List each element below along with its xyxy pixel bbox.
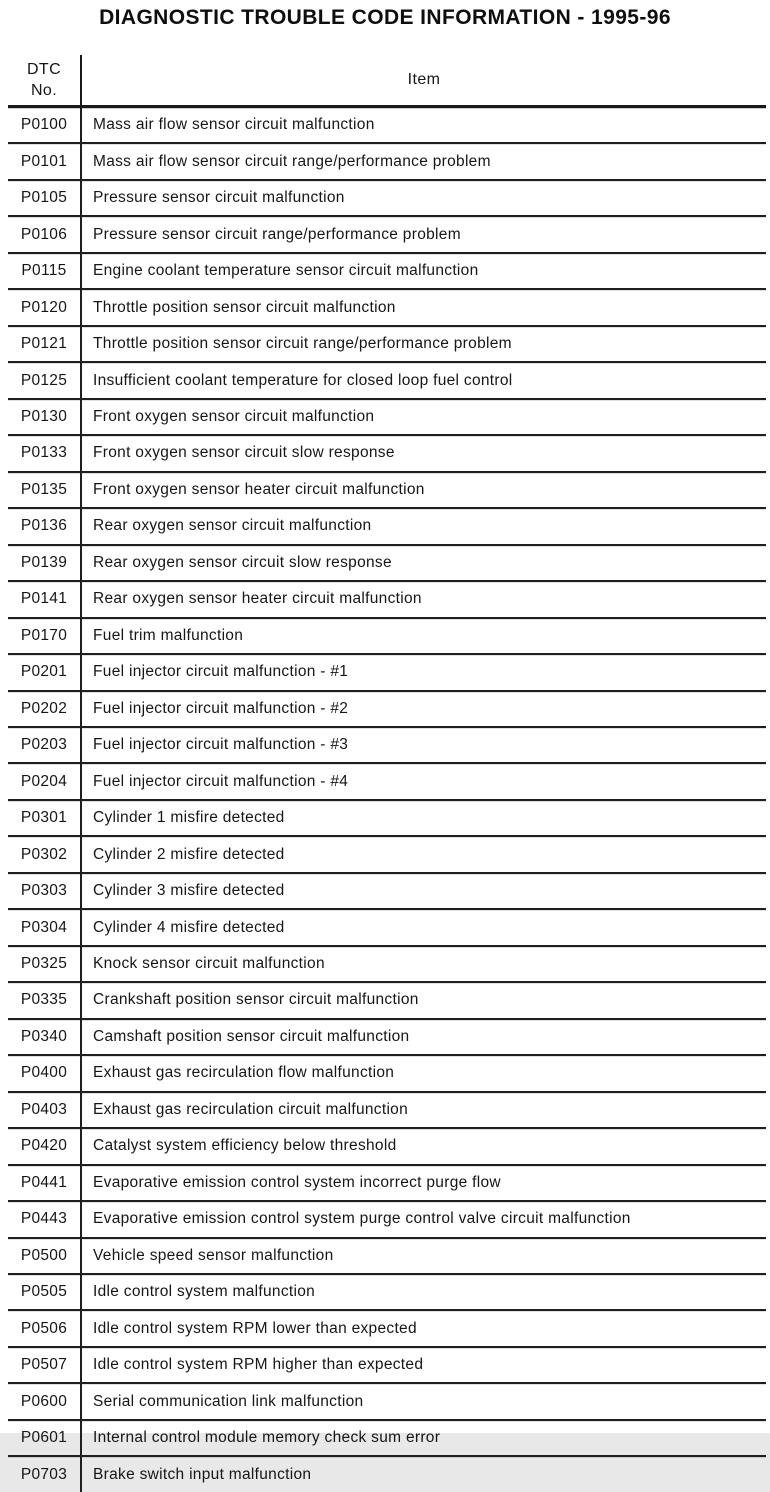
item-description-cell: Crankshaft position sensor circuit malfunction (93, 991, 419, 1009)
item-column-header: Item (407, 71, 441, 88)
dtc-code-cell: P0304 (8, 910, 82, 944)
item-description-cell: Camshaft position sensor circuit malfunction (93, 1027, 410, 1045)
dtc-code-cell: P0120 (8, 290, 82, 324)
table-row (8, 108, 766, 144)
table-row (8, 582, 766, 618)
item-description-cell: Front oxygen sensor heater circuit malfunction (93, 480, 425, 498)
dtc-header-line2: No. (30, 82, 58, 99)
dtc-no-column-header (8, 55, 82, 105)
item-description-cell: Fuel injector circuit malfunction - #4 (93, 772, 349, 790)
item-description-cell: Cylinder 3 misfire detected (93, 882, 285, 900)
table-row (8, 1129, 766, 1165)
dtc-code-cell: P0125 (8, 363, 82, 397)
table-row (8, 947, 766, 983)
dtc-code-cell: P0303 (8, 874, 82, 908)
table-row (8, 1056, 766, 1092)
item-description-cell: Idle control system malfunction (93, 1283, 316, 1301)
item-description-cell: Rear oxygen sensor heater circuit malfunction (93, 590, 422, 608)
dtc-code-cell: P0325 (8, 947, 82, 981)
item-description-cell: Vehicle speed sensor malfunction (93, 1246, 334, 1264)
dtc-code-cell: P0201 (8, 655, 82, 689)
table-row (8, 181, 766, 217)
dtc-code-cell: P0115 (8, 254, 82, 288)
item-description-cell: Fuel injector circuit malfunction - #3 (93, 736, 349, 754)
table-row (8, 1239, 766, 1275)
dtc-code-cell: P0505 (8, 1275, 82, 1309)
dtc-code-cell: P0443 (8, 1202, 82, 1236)
item-description-cell: Fuel injector circuit malfunction - #2 (93, 699, 349, 717)
dtc-code-cell: P0100 (8, 108, 82, 142)
table-row (8, 983, 766, 1019)
item-description-cell: Pressure sensor circuit range/performance problem (93, 225, 461, 243)
dtc-code-cell: P0601 (8, 1421, 82, 1455)
item-description-cell: Insufficient coolant temperature for closed loop fuel control (93, 371, 513, 389)
table-row (8, 764, 766, 800)
table-row (8, 1348, 766, 1384)
table-row (8, 290, 766, 326)
item-description-cell: Idle control system RPM lower than expected (93, 1319, 417, 1337)
item-description-cell: Cylinder 4 misfire detected (93, 918, 285, 936)
table-row (8, 692, 766, 728)
table-row (8, 1202, 766, 1238)
table-row (8, 1421, 766, 1457)
dtc-code-cell: P0121 (8, 327, 82, 361)
item-description-cell: Mass air flow sensor circuit range/performance problem (93, 152, 491, 170)
item-description-cell: Engine coolant temperature sensor circuit malfunction (93, 262, 479, 280)
dtc-code-cell: P0133 (8, 436, 82, 470)
item-description-cell: Front oxygen sensor circuit slow response (93, 444, 395, 462)
dtc-code-cell: P0139 (8, 546, 82, 580)
item-description-cell: Mass air flow sensor circuit malfunction (93, 116, 375, 134)
item-description-cell: Pressure sensor circuit malfunction (93, 189, 345, 207)
dtc-code-cell: P0507 (8, 1348, 82, 1382)
dtc-code-cell: P0600 (8, 1384, 82, 1418)
dtc-code-cell: P0130 (8, 400, 82, 434)
item-description-cell: Exhaust gas recirculation circuit malfunction (93, 1100, 409, 1118)
table-row (8, 619, 766, 655)
dtc-code-cell: P0703 (8, 1457, 82, 1491)
dtc-code-cell: P0403 (8, 1093, 82, 1127)
dtc-code-cell: P0302 (8, 837, 82, 871)
item-description-cell: Serial communication link malfunction (93, 1392, 364, 1410)
table-row (8, 1020, 766, 1056)
table-row (8, 1093, 766, 1129)
table-row (8, 254, 766, 290)
dtc-code-cell: P0506 (8, 1311, 82, 1345)
table-row (8, 144, 766, 180)
item-description-cell: Rear oxygen sensor circuit malfunction (93, 517, 372, 535)
table-row (8, 1275, 766, 1311)
table-row (8, 400, 766, 436)
table-row (8, 1166, 766, 1202)
dtc-code-cell: P0500 (8, 1239, 82, 1273)
dtc-code-cell: P0335 (8, 983, 82, 1017)
item-description-cell: Evaporative emission control system incorrect purge flow (93, 1173, 501, 1191)
dtc-code-cell: P0105 (8, 181, 82, 215)
item-description-cell: Exhaust gas recirculation flow malfunction (93, 1064, 395, 1082)
dtc-code-cell: P0141 (8, 582, 82, 616)
item-description-cell: Brake switch input malfunction (93, 1465, 312, 1483)
dtc-code-cell: P0420 (8, 1129, 82, 1163)
dtc-code-cell: P0135 (8, 473, 82, 507)
item-description-cell: Knock sensor circuit malfunction (93, 955, 325, 973)
table-header-row (8, 55, 766, 108)
dtc-code-cell: P0101 (8, 144, 82, 178)
item-description-cell: Evaporative emission control system purge control valve circuit malfunction (93, 1210, 631, 1228)
table-row (8, 874, 766, 910)
table-row (8, 1311, 766, 1347)
item-description-cell: Rear oxygen sensor circuit slow response (93, 553, 392, 571)
table-row (8, 1384, 766, 1420)
table-row (8, 546, 766, 582)
dtc-code-cell: P0340 (8, 1020, 82, 1054)
dtc-code-cell: P0106 (8, 217, 82, 251)
item-description-cell: Idle control system RPM higher than expected (93, 1356, 424, 1374)
dtc-code-cell: P0136 (8, 509, 82, 543)
table-row (8, 217, 766, 253)
dtc-code-cell: P0202 (8, 692, 82, 726)
dtc-code-cell: P0441 (8, 1166, 82, 1200)
item-description-cell: Throttle position sensor circuit range/performance problem (93, 335, 512, 353)
table-row (8, 655, 766, 691)
table-row (8, 327, 766, 363)
dtc-header-line1: DTC (26, 61, 62, 78)
table-row (8, 363, 766, 399)
item-description-cell: Fuel injector circuit malfunction - #1 (93, 663, 349, 681)
dtc-table (8, 55, 766, 1492)
table-row (8, 837, 766, 873)
item-description-cell: Cylinder 1 misfire detected (93, 809, 285, 827)
table-row (8, 910, 766, 946)
item-description-cell: Throttle position sensor circuit malfunction (93, 298, 396, 316)
item-description-cell: Catalyst system efficiency below threshold (93, 1137, 397, 1155)
dtc-code-cell: P0170 (8, 619, 82, 653)
table-row (8, 801, 766, 837)
dtc-code-cell: P0301 (8, 801, 82, 835)
table-row (8, 473, 766, 509)
dtc-code-cell: P0203 (8, 728, 82, 762)
table-row (8, 1457, 766, 1491)
item-description-cell: Cylinder 2 misfire detected (93, 845, 285, 863)
item-description-cell: Front oxygen sensor circuit malfunction (93, 407, 375, 425)
table-row (8, 728, 766, 764)
dtc-code-cell: P0400 (8, 1056, 82, 1090)
table-row (8, 436, 766, 472)
item-description-cell: Internal control module memory check sum error (93, 1429, 441, 1447)
table-body (8, 108, 766, 1492)
page-title: DIAGNOSTIC TROUBLE CODE INFORMATION - 1995-96 (99, 6, 671, 29)
dtc-code-cell: P0204 (8, 764, 82, 798)
table-row (8, 509, 766, 545)
item-description-cell: Fuel trim malfunction (93, 626, 244, 644)
